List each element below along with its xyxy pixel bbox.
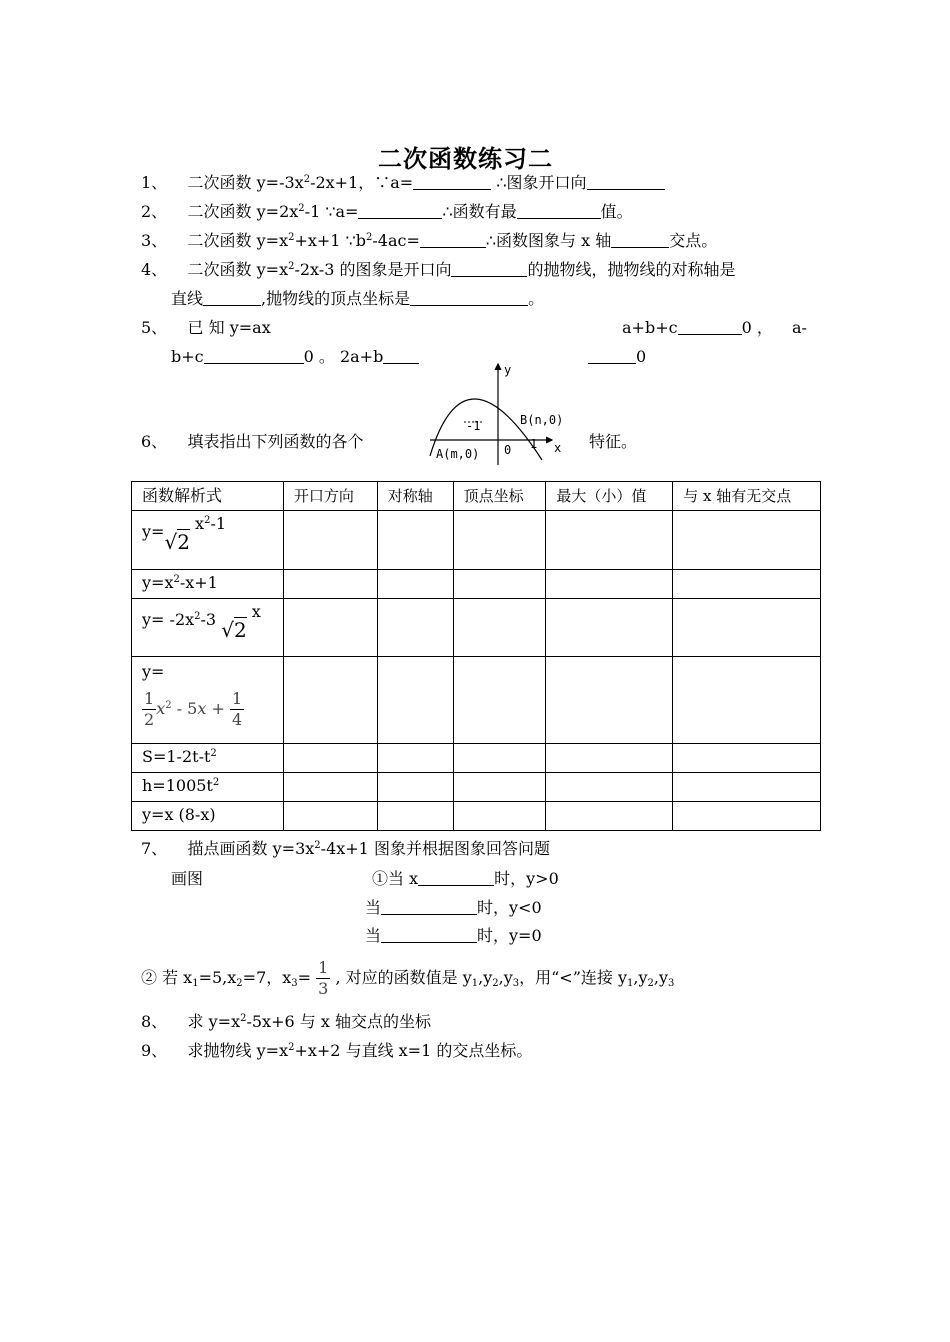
- answer-blank[interactable]: [517, 203, 601, 219]
- feature-table: [131, 481, 821, 831]
- answer-cell[interactable]: [377, 802, 453, 831]
- answer-cell[interactable]: [546, 744, 673, 773]
- answer-blank[interactable]: [381, 899, 477, 915]
- table-row: [132, 657, 821, 744]
- question-4-line2: 直线 ,抛物线的顶点坐标是 。: [171, 289, 545, 308]
- answer-blank[interactable]: [383, 348, 419, 364]
- question-7-a3: 当 时，y=0: [365, 926, 542, 945]
- table-row: [132, 802, 821, 831]
- answer-cell[interactable]: [283, 599, 377, 657]
- parabola-graph: [420, 360, 580, 470]
- question-5-part: a+b+c 0 ，: [622, 318, 773, 337]
- answer-blank[interactable]: [420, 232, 486, 248]
- question-6-end: 特征。: [589, 432, 638, 451]
- table-header-row: [132, 482, 821, 511]
- answer-cell[interactable]: [283, 802, 377, 831]
- answer-cell[interactable]: [546, 802, 673, 831]
- header-cell: 顶点坐标: [453, 482, 546, 511]
- question-5-line2: b+c 0 。 2a+b: [171, 347, 419, 367]
- answer-cell[interactable]: [453, 744, 546, 773]
- question-5-line2-end: 0: [588, 347, 646, 367]
- minus-one-label: -1: [466, 419, 481, 433]
- answer-cell[interactable]: [453, 570, 546, 599]
- answer-cell[interactable]: [377, 773, 453, 802]
- answer-cell[interactable]: [283, 570, 377, 599]
- answer-blank[interactable]: [588, 348, 636, 364]
- answer-blank[interactable]: [587, 174, 665, 190]
- function-cell: $h=1005t^2$: [132, 773, 284, 802]
- table-row: [132, 773, 821, 802]
- answer-cell[interactable]: [546, 570, 673, 599]
- question-5-part2: a-: [792, 318, 807, 337]
- table-row: [132, 744, 821, 773]
- answer-cell[interactable]: [453, 773, 546, 802]
- answer-cell[interactable]: [546, 657, 673, 744]
- answer-cell[interactable]: [546, 599, 673, 657]
- answer-cell[interactable]: [377, 657, 453, 744]
- question-4: 4、 二次函数 $y=x^2-2x-3$ 的图象是开口向 的抛物线，抛物线的对称轴是: [141, 260, 736, 279]
- header-cell: 与 x 轴有无交点: [673, 482, 821, 511]
- question-7: 7、 描点画函数 $y=3x^2-4x+1$ 图象并根据图象回答问题: [141, 839, 550, 858]
- answer-cell[interactable]: [453, 511, 546, 570]
- question-7-a2: 当 时，y<0: [365, 898, 542, 917]
- answer-blank[interactable]: [678, 319, 742, 335]
- one-label: 1: [530, 437, 538, 451]
- table-row: [132, 511, 821, 570]
- answer-blank[interactable]: [451, 261, 527, 277]
- function-cell: y=x (8-x): [132, 802, 284, 831]
- answer-blank[interactable]: [611, 232, 669, 248]
- page-title: 二次函数练习二: [378, 144, 553, 173]
- question-1: 1、 二次函数 $y=-3x^2-2x+1$，∵a= ∴图象开口向: [141, 173, 665, 193]
- header-cell: 对称轴: [377, 482, 453, 511]
- question-3: 3、 二次函数 $y=x^2+x+1$ $\because b^2-4ac=$ ∴函数图象与 x 轴 交点。: [141, 231, 718, 250]
- question-5: 5、 已 知 y=ax: [141, 318, 271, 337]
- answer-cell[interactable]: [673, 802, 821, 831]
- answer-blank[interactable]: [381, 927, 477, 943]
- answer-blank[interactable]: [418, 870, 494, 886]
- point-a-label: A(m,0): [436, 447, 480, 461]
- function-cell: $y=x^2-x+1$: [132, 570, 284, 599]
- answer-cell[interactable]: [546, 511, 673, 570]
- draw-label: 画图: [171, 869, 204, 888]
- question-2: 2、 二次函数 $y=2x^2-1$ ∵a= ∴函数有最 值。: [141, 202, 633, 221]
- answer-cell[interactable]: [546, 773, 673, 802]
- answer-cell[interactable]: [283, 744, 377, 773]
- question-7-a1: ①当 x 时，y>0: [372, 869, 559, 888]
- answer-cell[interactable]: [673, 657, 821, 744]
- answer-blank[interactable]: [204, 348, 304, 364]
- function-cell: $S=1-2t-t^2$: [132, 744, 284, 773]
- answer-cell[interactable]: [283, 511, 377, 570]
- answer-cell[interactable]: [673, 570, 821, 599]
- answer-cell[interactable]: [283, 657, 377, 744]
- question-9: 9、 求抛物线 $y=x^2+x+2$ 与直线 x=1 的交点坐标。: [141, 1041, 533, 1060]
- answer-cell[interactable]: [377, 599, 453, 657]
- answer-cell[interactable]: [673, 599, 821, 657]
- header-cell: 最大（小）值: [546, 482, 673, 511]
- header-cell: 函数解析式: [132, 482, 284, 511]
- answer-cell[interactable]: [673, 773, 821, 802]
- q-number: 1、: [141, 173, 168, 192]
- function-cell: $y= -2x^2-3$ √2 x: [132, 599, 284, 657]
- question-8: 8、 求 $y=x^2-5x+6$ 与 x 轴交点的坐标: [141, 1012, 431, 1031]
- answer-cell[interactable]: [377, 570, 453, 599]
- answer-cell[interactable]: [673, 511, 821, 570]
- point-b-label: B(n,0): [520, 413, 564, 427]
- answer-cell[interactable]: [453, 599, 546, 657]
- function-cell: y=√2 $x^2-1$: [132, 511, 284, 570]
- answer-blank[interactable]: [203, 290, 261, 306]
- answer-cell[interactable]: [377, 511, 453, 570]
- header-cell: 开口方向: [283, 482, 377, 511]
- origin-label: 0: [504, 443, 512, 457]
- function-cell: y= $\frac{1}{2}$ $x^2 - 5x$ + $\frac{1}{4}$: [132, 657, 284, 744]
- answer-blank[interactable]: [410, 290, 528, 306]
- question-7-part2: ② 若 $x_1=5,x_2=7$，$x_3=$ $\frac{1}{3}$ , 对应的函数值是 $y_1,y_2,y_3$，用“<”连接 $y_1,y_2,y_3$: [141, 958, 675, 998]
- answer-cell[interactable]: [673, 744, 821, 773]
- table-row: [132, 570, 821, 599]
- question-6: 6、 填表指出下列函数的各个: [141, 432, 364, 451]
- answer-blank[interactable]: [413, 174, 491, 190]
- x-axis-label: x: [554, 441, 562, 455]
- answer-cell[interactable]: [453, 802, 546, 831]
- y-axis-label: y: [504, 363, 512, 377]
- answer-cell[interactable]: [453, 657, 546, 744]
- answer-cell[interactable]: [283, 773, 377, 802]
- table-row: [132, 599, 821, 657]
- answer-blank[interactable]: [358, 203, 442, 219]
- fraction-expression: $\frac{1}{2}$ $x^2 - 5x$ + $\frac{1}{4}$: [144, 689, 243, 729]
- answer-cell[interactable]: [377, 744, 453, 773]
